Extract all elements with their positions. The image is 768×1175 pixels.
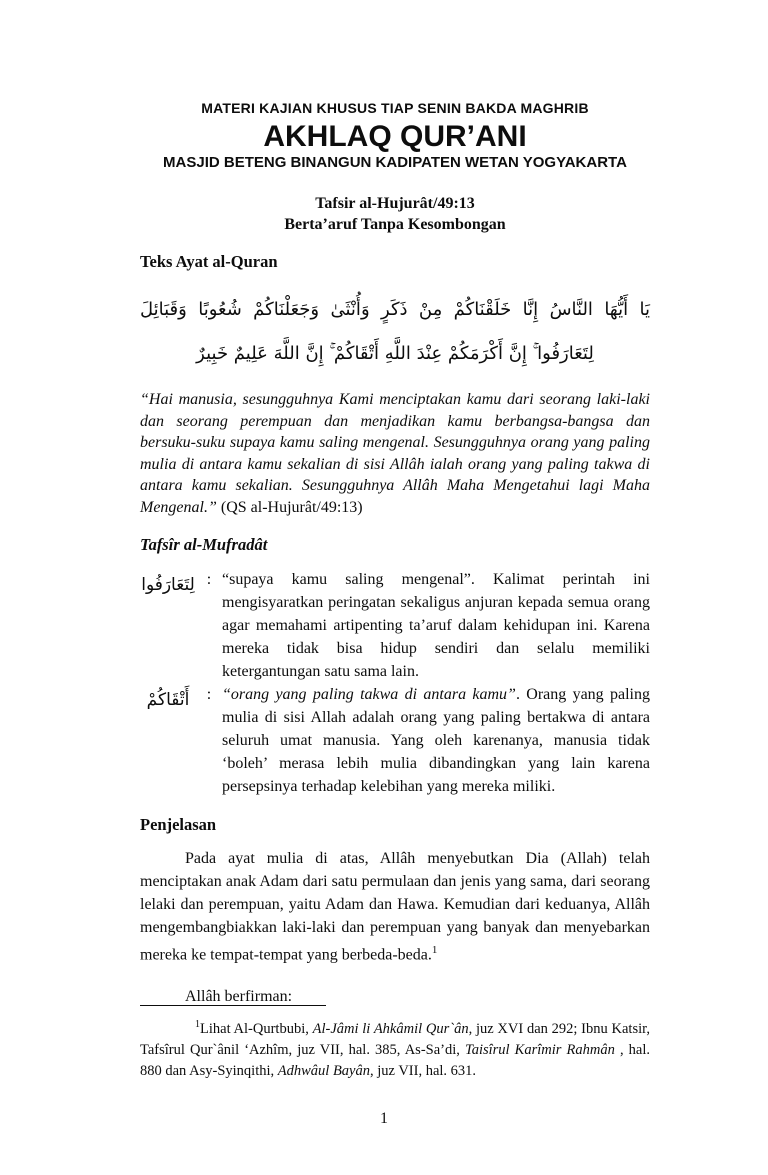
mufradat-heading: Tafsîr al-Mufradât <box>140 535 268 554</box>
penjelasan-paragraph <box>140 847 650 966</box>
verse-translation <box>140 389 650 518</box>
quran-verse-arabic-line-2: لِتَعَارَفُوا ۚ إِنَّ أَكْرَمَكُمْ عِنْدَ اللَّهِ أَتْقَاكُمْ ۚ إِنَّ اللَّهَ عَلِيمٌ خَبِيرٌ <box>196 343 594 364</box>
entry-definition <box>222 568 650 683</box>
footnote-book-title: Taisîrul Karîmir Rahmân <box>464 1041 615 1058</box>
penjelasan-heading: Penjelasan <box>140 815 217 834</box>
footnote-segment: , hal. 880 dan Asy-Syinqithi, <box>140 1041 650 1079</box>
entry-quote: “orang yang paling takwa di antara kamu” <box>222 686 516 703</box>
page-content <box>140 100 650 1006</box>
entry-rest: . Kalimat perintah ini mengisyaratkan peringatan sekaligus anjuran kepada semua orang agar memahami artipenting ta’aruf dalam kehidupan ini. Karena mereka tidak bisa hidup sendiri dan selalu memiliki ketergantungan satu sama lain. <box>222 571 651 680</box>
mufradat-entry <box>140 683 650 798</box>
entry-definition <box>222 683 650 798</box>
footnote-segment: , juz VII, hal. 631. <box>370 1062 477 1079</box>
footnote-divider <box>140 1005 326 1006</box>
page-title: AKHLAQ QUR’ANI <box>263 120 527 153</box>
topic-subtitle: Berta’aruf Tanpa Kesombongan <box>284 216 506 233</box>
entry-colon: : <box>206 571 212 588</box>
verse-translation-quote: “Hai manusia, sesungguhnya Kami menciptakan kamu dari seorang laki-laki dan seorang perempuan dan menjadikan kamu berbangsa-bangsa dan bersuku-suku supaya kamu saling mengenal. Sesungguhnya orang yang paling mulia di antara kamu sekalian di sisi Allâh ialah orang yang paling takwa di antara kamu sekalian. Sesungguhnya Allâh Maha Mengetahui lagi Maha Mengenal.” <box>140 391 650 516</box>
footnote-segment: , juz XVI dan 292; Ibnu Katsir, Tafsîrul Qur`ânil ‘Azhîm, juz VII, hal. 385, As-Sa’di, <box>140 1020 650 1058</box>
mufradat-entries <box>140 568 650 798</box>
entry-quote: “supaya kamu saling mengenal” <box>222 571 471 588</box>
footnote-segment: Lihat Al-Qurtbubi, <box>200 1020 313 1037</box>
arabic-term: لِتَعَارَفُوا <box>141 575 195 595</box>
footnote-block <box>140 1005 650 1082</box>
entry-rest: . Orang yang paling mulia di sisi Allah adalah orang yang paling bertakwa di antara seluruh umat manusia. Yang oleh karenanya, manusia tidak ‘boleh’ merasa lebih mulia dibandingkan yang lain karena persepsinya terhadap kelebihan yang mereka miliki. <box>222 686 651 795</box>
topic-title: Tafsir al-Hujurât/49:13 <box>315 195 475 212</box>
page-number: 1 <box>380 1110 388 1127</box>
footnote-marker: 1 <box>195 1019 200 1030</box>
footnote-text <box>140 1014 650 1082</box>
verse-section-heading: Teks Ayat al-Quran <box>140 252 278 271</box>
subtitle-line: MASJID BETENG BINANGUN KADIPATEN WETAN YOGYAKARTA <box>163 154 627 171</box>
footnote-book-title: Adhwâul Bayân <box>277 1062 370 1079</box>
penjelasan-text: Pada ayat mulia di atas, Allâh menyebutkan Dia (Allah) telah menciptakan anak Adam dari satu permulaan dan jenis yang sama, dari seorang lelaki dan perempuan, yaitu Adam dan Hawa. Kemudian dari keduanya, Allâh mengembangbiakkan laki-laki dan perempuan yang banyak dan menyebarkan mereka ke tempat-tempat yang berbeda-beda. <box>140 850 650 964</box>
entry-colon: : <box>206 686 212 703</box>
footnote-book-title: Al-Jâmi li Ahkâmil Qur`ân <box>312 1020 469 1037</box>
quran-verse-arabic-line-1: يَا أَيُّهَا النَّاسُ إِنَّا خَلَقْنَاكُمْ مِنْ ذَكَرٍ وَأُنْثَىٰ وَجَعَلْنَاكُمْ شُعُوبًا وَقَبَائِلَ <box>140 299 650 320</box>
kicker-line: MATERI KAJIAN KHUSUS TIAP SENIN BAKDA MAGHRIB <box>201 100 589 116</box>
topic-block <box>140 193 650 235</box>
quran-verse-arabic <box>140 288 650 376</box>
verse-reference: (QS al-Hujurât/49:13) <box>216 498 363 516</box>
firman-line: Allâh berfirman: <box>185 988 293 1006</box>
arabic-term: أَتْقَاكُمْ <box>146 690 190 710</box>
footnote-reference-mark: 1 <box>431 944 438 956</box>
mufradat-entry <box>140 568 650 683</box>
